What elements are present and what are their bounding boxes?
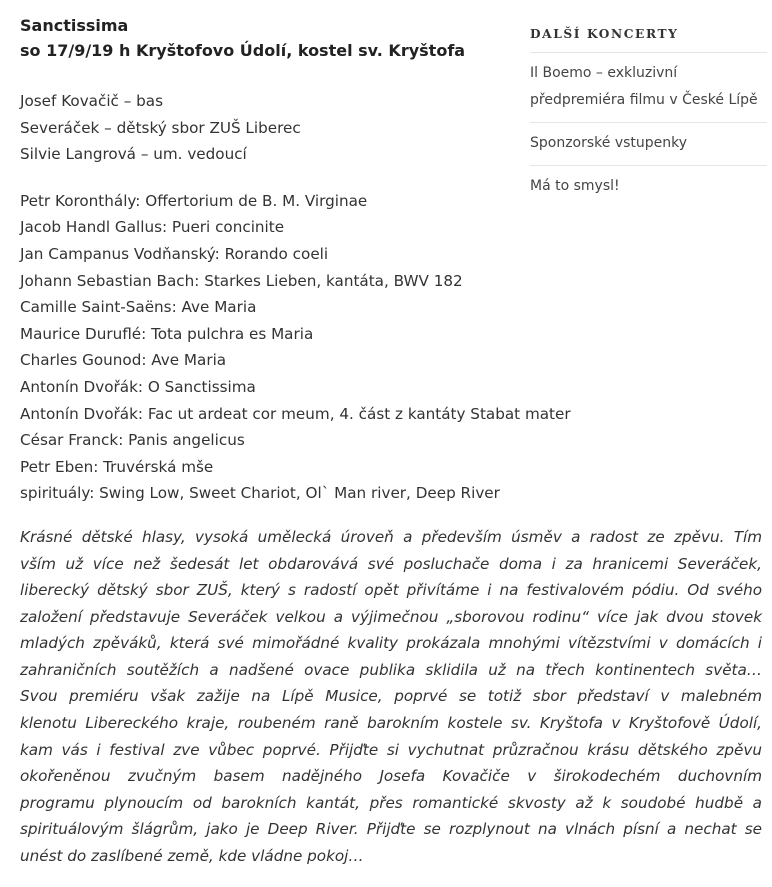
program-item: Charles Gounod: Ave Maria bbox=[20, 351, 227, 370]
description-line: vším už více než šedesát let obdarovává své posluchače doma i za hranicemi Severáček, bbox=[20, 554, 762, 573]
concert-description bbox=[20, 524, 762, 870]
description-line: spirituálovým šlágrům, jako je Deep River. Přijďte se rozplynout na vlnách písní a nechat se bbox=[20, 820, 762, 839]
program-item: Antonín Dvořák: Fac ut ardeat cor meum, 4. část z kantáty Stabat mater bbox=[20, 404, 571, 423]
concert-title: Sanctissima bbox=[20, 16, 129, 35]
list-item bbox=[530, 123, 767, 166]
concert-date-place: so 17/9/19 h Kryštofovo Údolí, kostel sv. Kryštofa bbox=[20, 40, 466, 60]
description-line: liberecký dětský sbor ZUŠ, který s radostí opět přivítáme i na festivalovém pódiu. Od svého bbox=[20, 581, 762, 600]
description-line: programu plynoucím od barokních kantát, přes romantické skvosty až k soudobé hudbě a bbox=[20, 793, 762, 812]
other-concerts-list bbox=[530, 53, 767, 208]
list-item bbox=[530, 166, 767, 208]
program-item: Maurice Duruflé: Tota pulchra es Maria bbox=[20, 324, 314, 343]
description-line: Svou premiéru však zažije na Lípě Musice, poprvé se totiž sbor představí v malebném bbox=[20, 687, 762, 706]
program-item: Jacob Handl Gallus: Pueri concinite bbox=[20, 218, 285, 237]
description-line: unést do zaslíbené země, kde vládne pokoj… bbox=[20, 847, 364, 866]
description-line: okořeněnou zvučným basem nadějného Josefa Kovačiče v širokodechém duchovním bbox=[20, 767, 762, 786]
widget-title: DALŠÍ KONCERTY bbox=[530, 24, 767, 53]
performer-line: Silvie Langrová – um. vedoucí bbox=[20, 145, 247, 164]
concert-link-ma-to-smysl[interactable]: Má to smysl! bbox=[530, 178, 620, 194]
concert-link-sponsor-tickets[interactable]: Sponzorské vstupenky bbox=[530, 135, 688, 151]
description-line: Krásné dětské hlasy, vysoká umělecká úroveň a především úsměv a radost ze zpěvu. Tím bbox=[20, 527, 762, 546]
program-item: Petr Eben: Truvérská mše bbox=[20, 457, 214, 476]
list-item bbox=[530, 53, 767, 123]
program-item: Antonín Dvořák: O Sanctissima bbox=[20, 377, 256, 396]
description-line: mladých zpěváků, která své mimořádné kvality prokázala mnohými vítězstvími v domácích i bbox=[20, 634, 762, 653]
description-line: založení představuje Severáček velkou a výjimečnou „sborovou rodinu“ více jak dvou stovek bbox=[20, 607, 762, 626]
program-item: Camille Saint-Saëns: Ave Maria bbox=[20, 298, 257, 317]
program-item: Petr Koronthály: Offertorium de B. M. Virginae bbox=[20, 191, 368, 210]
program-item: Johann Sebastian Bach: Starkes Lieben, kantáta, BWV 182 bbox=[20, 271, 463, 290]
description-line: klenotu Libereckého kraje, roubeném raně barokním kostele sv. Kryštofa v Kryštofově Údolí, bbox=[20, 714, 762, 733]
performer-line: Josef Kovačič – bas bbox=[20, 92, 164, 110]
concert-link-il-boemo[interactable]: Il Boemo – exkluzivní předpremiéra filmu v České Lípě bbox=[530, 65, 758, 108]
description-line: kam vás i festival zve vůbec poprvé. Přijďte si vychutnat průzračnou krásu dětského zpěvu bbox=[20, 740, 762, 759]
program-item: César Franck: Panis angelicus bbox=[20, 431, 245, 450]
sidebar-widget bbox=[530, 24, 767, 208]
description-line: zahraničních soutěžích a nadšené ovace publika sklidila už na třech kontinentech světa… bbox=[20, 660, 762, 679]
performer-line: Severáček – dětský sbor ZUŠ Liberec bbox=[20, 118, 301, 137]
program-item: spirituály: Swing Low, Sweet Chariot, Olˋ Man river, Deep River bbox=[20, 484, 500, 503]
program-item: Jan Campanus Vodňanský: Rorando coeli bbox=[20, 244, 329, 263]
program-list bbox=[20, 188, 762, 507]
